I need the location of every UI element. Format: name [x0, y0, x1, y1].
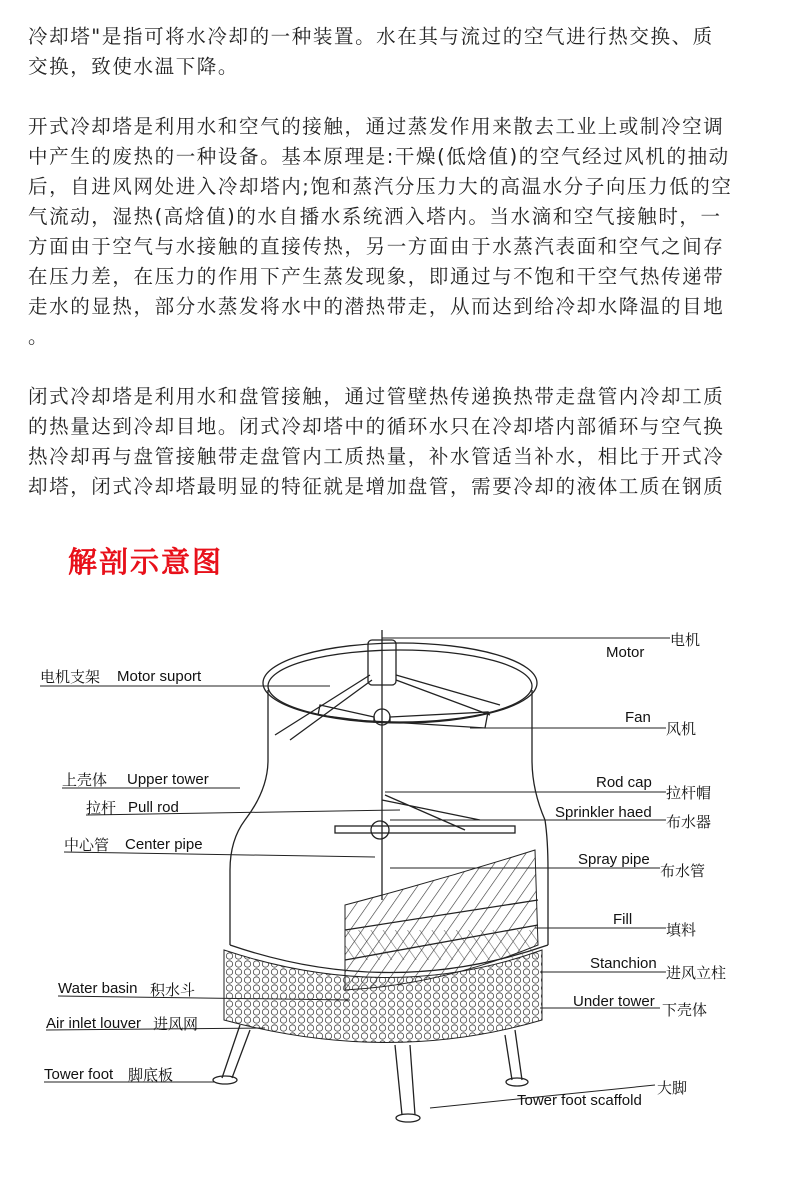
text-line: 的热量达到冷却目地。闭式冷却塔中的循环水只在冷却塔内部循环与空气换	[28, 415, 725, 438]
text-line: 。	[28, 325, 50, 348]
label-pull-rod-zh: 拉杆	[86, 799, 117, 817]
label-air-inlet-en: Air inlet louver	[46, 1015, 142, 1032]
label-motor-support-en: Motor suport	[117, 668, 202, 685]
text-line: 在压力差，在压力的作用下产生蒸发现象，即通过与不饱和干空气热传递带	[28, 265, 725, 288]
label-fill-en: Fill	[613, 911, 633, 928]
label-stanchion-zh: 进风立柱	[666, 964, 727, 982]
label-water-basin-zh: 积水斗	[150, 981, 196, 999]
label-motor-support-zh: 电机支架	[40, 668, 101, 686]
label-center-pipe-zh: 中心管	[64, 836, 110, 854]
label-under-tower-zh: 下壳体	[662, 1001, 708, 1019]
label-rod-cap-zh: 拉杆帽	[666, 784, 712, 802]
label-foot-scaffold-en: Tower foot scaffold	[517, 1092, 642, 1109]
text-line: 方面由于空气与水接触的直接传热，另一方面由于水蒸汽表面和空气之间存	[28, 235, 725, 258]
text-line: 却塔，闭式冷却塔最明显的特征就是增加盘管，需要冷却的液体工质在钢质	[28, 475, 725, 498]
label-center-pipe-en: Center pipe	[125, 836, 203, 853]
label-fan-en: Fan	[625, 709, 651, 726]
text-line: 气流动，湿热(高焓值)的水自播水系统洒入塔内。当水滴和空气接触时，一	[28, 205, 722, 228]
diagram-title: 解剖示意图	[68, 545, 224, 579]
text-line: 交换，致使水温下降。	[28, 55, 240, 78]
label-water-basin-en: Water basin	[58, 980, 138, 997]
label-sprinkler-head-en: Sprinkler haed	[555, 804, 652, 821]
label-pull-rod-en: Pull rod	[128, 799, 179, 816]
label-air-inlet-zh: 进风网	[153, 1015, 199, 1033]
label-stanchion-en: Stanchion	[590, 955, 657, 972]
label-spray-pipe-en: Spray pipe	[578, 851, 650, 868]
label-tower-foot-en: Tower foot	[44, 1066, 114, 1083]
label-upper-tower-en: Upper tower	[127, 771, 209, 788]
label-fan-zh: 风机	[666, 720, 697, 738]
text-line: 走水的显热，部分水蒸发将水中的潜热带走，从而达到给冷却水降温的目地	[28, 295, 725, 318]
tower-drawing	[213, 630, 548, 1122]
text-line: 热冷却再与盘管接触带走盘管内工质热量，补水管适当补水，相比于开式冷	[28, 445, 725, 468]
text-line: 中产生的废热的一种设备。基本原理是:干燥(低焓值)的空气经过风机的抽动	[28, 145, 730, 168]
label-under-tower-en: Under tower	[573, 993, 655, 1010]
label-spray-pipe-zh: 布水管	[660, 862, 706, 880]
label-fill-zh: 填料	[666, 921, 697, 939]
text-line: 开式冷却塔是利用水和空气的接触，通过蒸发作用来散去工业上或制冷空调	[28, 115, 725, 138]
label-upper-tower-zh: 上壳体	[62, 771, 108, 789]
label-tower-foot-zh: 脚底板	[128, 1066, 174, 1084]
label-motor-en: Motor	[606, 644, 645, 661]
label-rod-cap-en: Rod cap	[596, 774, 652, 791]
label-motor-zh: 电机	[670, 631, 701, 649]
text-line: 后，自进风网处进入冷却塔内;饱和蒸汽分压力大的高温水分子向压力低的空	[28, 175, 733, 198]
label-sprinkler-head-zh: 布水器	[666, 813, 712, 831]
text-line: 闭式冷却塔是利用水和盘管接触，通过管壁热传递换热带走盘管内冷却工质	[28, 385, 725, 408]
label-foot-scaffold-zh: 大脚	[657, 1079, 688, 1097]
text-line: 冷却塔"是指可将水冷却的一种装置。水在其与流过的空气进行热交换、质	[28, 25, 714, 48]
